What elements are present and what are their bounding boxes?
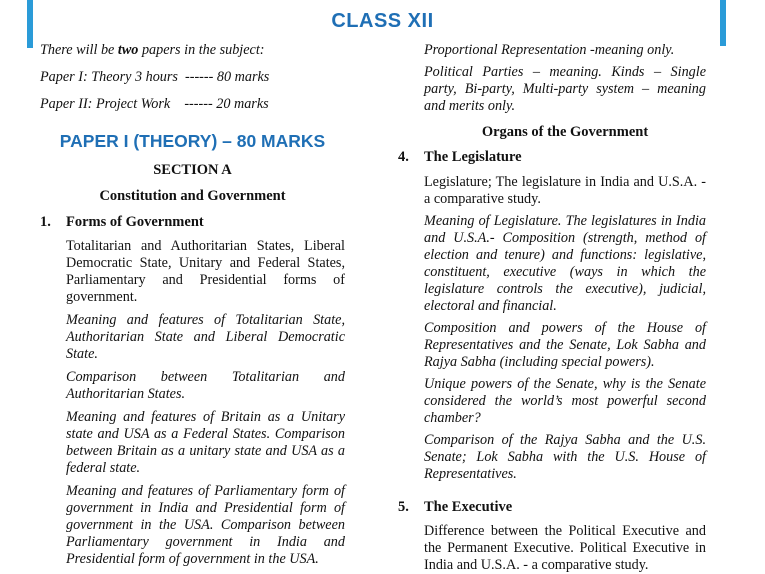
intro-line-papers: There will be two papers in the subject:: [40, 42, 265, 58]
paragraph: Difference between the Political Executive and the Permanent Executive. Political Executive in India and U.S.A. - a comparative study.: [424, 523, 706, 573]
page-title: CLASS XII: [331, 10, 434, 32]
topic-heading: [398, 499, 706, 516]
organs-heading: Organs of the Government: [481, 124, 649, 140]
paragraph: Proportional Representation -meaning only.: [424, 42, 675, 58]
intro-line-paper1: Paper I: Theory 3 hours ------ 80 marks: [40, 69, 270, 85]
paragraph: Meaning and features of Totalitarian State, Authoritarian State and Liberal Democratic State.: [66, 312, 345, 362]
paragraph: Comparison between Totalitarian and Authoritarian States.: [66, 369, 345, 402]
topic-number: 1.: [40, 214, 51, 230]
intro-block: [398, 42, 706, 115]
paragraph: Totalitarian and Authoritarian States, Liberal Democratic State, Unitary and Federal States, Parliamentary and Presidential forms of government.: [66, 238, 345, 305]
paragraph: Unique powers of the Senate, why is the Senate considered the world’s most powerful second chamber?: [424, 376, 706, 426]
topic-body: [398, 523, 706, 574]
intro-line-paper2: Paper II: Project Work ------ 20 marks: [40, 96, 269, 112]
paragraph: Comparison of the Rajya Sabha and the U.S. Senate; Lok Sabha with the U.S. House of Representatives.: [424, 432, 706, 482]
topic-title: The Executive: [424, 499, 513, 515]
paragraph: Political Parties – meaning. Kinds – Single party, Bi-party, Multi-party system – meaning and merits only.: [424, 64, 706, 114]
paragraph: Meaning and features of Parliamentary form of government in India and Presidential form of government in the USA. Comparison between Parliamentary government in India and Presidential form of government in the USA.: [66, 483, 345, 567]
section-heading: SECTION A: [153, 162, 232, 178]
topic-title: Forms of Government: [66, 214, 204, 230]
topic-body: [398, 174, 706, 483]
topic-number: 4.: [398, 149, 409, 165]
topic-number: 5.: [398, 499, 409, 515]
topic-heading: [40, 214, 345, 231]
paragraph: Legislature; The legislature in India and U.S.A. - a comparative study.: [424, 174, 706, 207]
left-column: [40, 42, 345, 568]
topic-title: The Legislature: [424, 149, 522, 165]
topic-body: [40, 238, 345, 568]
right-column: [398, 42, 706, 574]
topic-heading: [398, 149, 706, 166]
paragraph: Meaning and features of Britain as a Unitary state and USA as a Federal States. Comparison between Britain as a unitary state and USA as a federal state.: [66, 409, 345, 476]
subsection-heading: Constitution and Government: [99, 188, 286, 204]
paragraph: Meaning of Legislature. The legislatures in India and U.S.A.- Composition (strength, method of election and tenure) and functions: legislative, constituent, executive (ways in which the legislature controls the executive), judicial, electoral and financial.: [424, 213, 706, 314]
paper-heading: PAPER I (THEORY) – 80 MARKS: [59, 131, 326, 151]
paragraph: Composition and powers of the House of Representatives and the Senate, Lok Sabha and Rajya Sabha (including special powers).: [424, 320, 706, 370]
